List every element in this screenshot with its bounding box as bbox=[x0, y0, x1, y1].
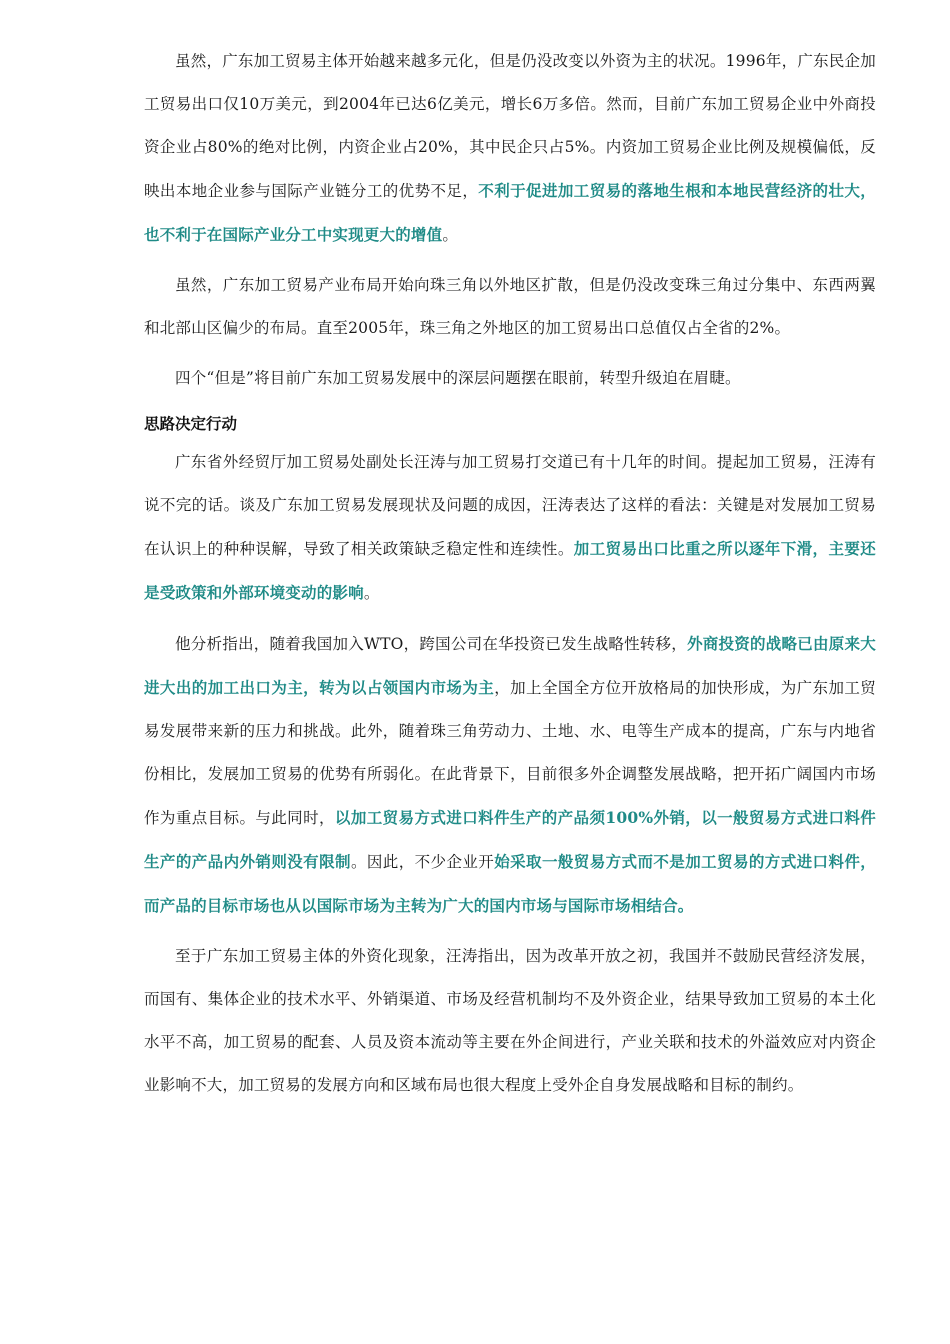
paragraph-4-end: 。 bbox=[363, 584, 380, 602]
paragraph-5-highlight-c: 始采取一般贸易方式而不是加工贸易的方式进口料件，而产品的目标市场也从以国际市场为主转为广大的国内市场与国际市场相结合。 bbox=[144, 852, 876, 915]
paragraph-4-highlight: 加工贸易出口比重之所以逐年下滑，主要还是受政策和外部环境变动的影响 bbox=[144, 539, 876, 602]
paragraph-1-text: 虽然，广东加工贸易主体开始越来越多元化，但是仍没改变以外资为主的状况。1996年，广东民企加工贸易出口仅10万美元，到2004年已达6亿美元，增长6万多倍。然而，目前广东加工贸易企业中外商投资企业占80%的绝对比例，内资企业占20%，其中民企只占5%。内资加工贸易企业比例及规模偏低，反映出本地企业参与国际产业链分工的优势不足， bbox=[144, 52, 876, 200]
paragraph-1-highlight: 不利于促进加工贸易的落地生根和本地民营经济的壮大，也不利于在国际产业分工中实现更大的增值 bbox=[144, 181, 877, 244]
paragraph-5-text-c: 。因此，不少企业开 bbox=[350, 853, 495, 871]
paragraph-6: 至于广东加工贸易主体的外资化现象，汪涛指出，因为改革开放之初，我国并不鼓励民营经济发展，而国有、集体企业的技术水平、外销渠道、市场及经营机制均不及外资企业，结果导致加工贸易的本土化水平不高，加工贸易的配套、人员及资本流动等主要在外企间进行，产业关联和技术的外溢效应对内资企业影响不大，加工贸易的发展方向和区域布局也很大程度上受外企自身发展战略和目标的制约。 bbox=[144, 947, 876, 1094]
section-heading: 思路决定行动 bbox=[144, 414, 238, 433]
document-page bbox=[144, 40, 876, 1107]
paragraph-3: 四个“但是”将目前广东加工贸易发展中的深层问题摆在眼前，转型升级迫在眉睫。 bbox=[175, 369, 741, 387]
paragraph-5-highlight-b: 以加工贸易方式进口料件生产的产品须100%外销，以一般贸易方式进口料件生产的产品内外销则没有限制 bbox=[144, 808, 876, 871]
paragraph-2: 虽然，广东加工贸易产业布局开始向珠三角以外地区扩散，但是仍没改变珠三角过分集中、东西两翼和北部山区偏少的布局。直至2005年，珠三角之外地区的加工贸易出口总值仅占全省的2%。 bbox=[144, 276, 876, 337]
paragraph-5-text-b: ，加上全国全方位开放格局的加快形成，为广东加工贸易发展带来新的压力和挑战。此外，随着珠三角劳动力、土地、水、电等生产成本的提高，广东与内地省份相比，发展加工贸易的优势有所弱化。在此背景下，目前很多外企调整发展战略，把开拓广阔国内市场作为重点目标。与此同时， bbox=[144, 679, 876, 827]
paragraph-4-text: 广东省外经贸厅加工贸易处副处长汪涛与加工贸易打交道已有十几年的时间。提起加工贸易，汪涛有说不完的话。谈及广东加工贸易发展现状及问题的成因，汪涛表达了这样的看法：关键是对发展加工贸易在认识上的种种误解，导致了相关政策缺乏稳定性和连续性。 bbox=[144, 453, 876, 558]
paragraph-5-text-a: 他分析指出，随着我国加入WTO，跨国公司在华投资已发生战略性转移， bbox=[175, 635, 688, 653]
paragraph-5-highlight-a: 外商投资的战略已由原来大进大出的加工出口为主，转为以占领国内市场为主 bbox=[144, 634, 876, 697]
paragraph-5 bbox=[144, 622, 876, 928]
paragraph-1 bbox=[144, 40, 876, 257]
paragraph-4 bbox=[144, 441, 876, 615]
paragraph-1-end: 。 bbox=[442, 226, 459, 244]
